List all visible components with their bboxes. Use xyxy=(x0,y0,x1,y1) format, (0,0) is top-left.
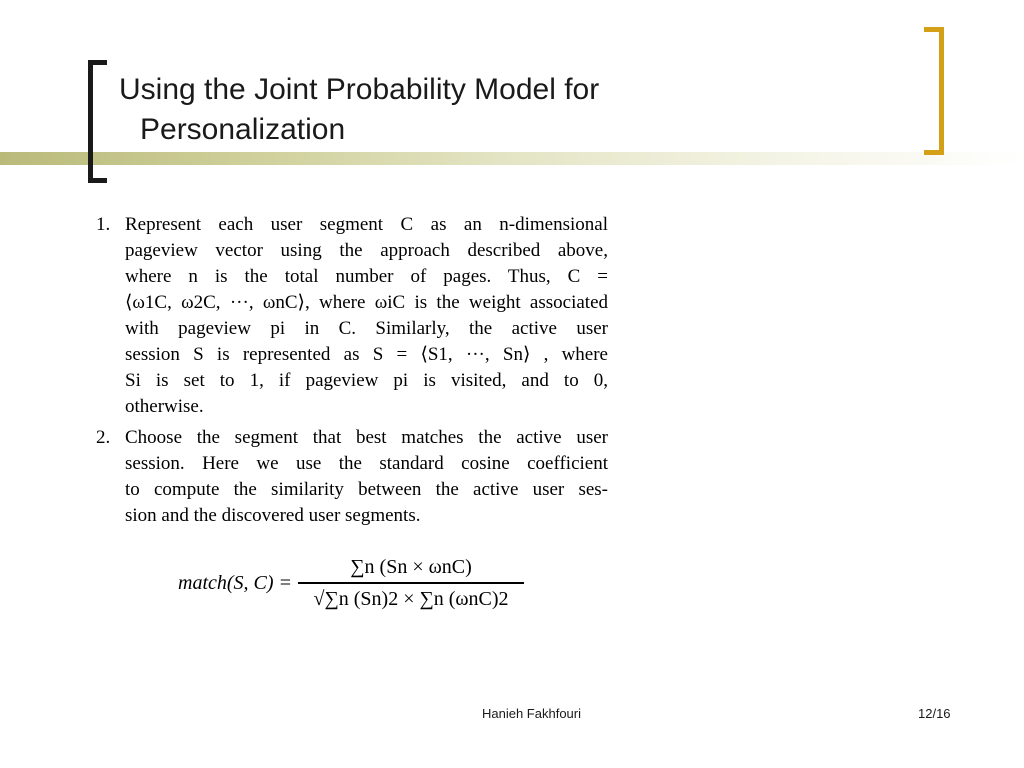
right-bracket-decoration xyxy=(924,27,944,155)
list-item-line: otherwise. xyxy=(125,396,204,417)
list-item-line: where n is the total number of pages. Thus, C = xyxy=(125,266,608,287)
list-item-line: ⟨ω1C, ω2C, ···, ωnC⟩, where ωiC is the weight associated xyxy=(125,292,608,313)
list-item-line: to compute the similarity between the active user ses- xyxy=(125,479,608,500)
list-item-line: pageview vector using the approach described above, xyxy=(125,240,608,261)
list-item-line: sion and the discovered user segments. xyxy=(125,505,421,526)
list-item-line: Si is set to 1, if pageview pi is visited, and to 0, xyxy=(125,370,608,391)
list-item-line: with pageview pi in C. Similarly, the active user xyxy=(125,318,608,339)
list-item-line: session S is represented as S = ⟨S1, ···, Sn⟩ , where xyxy=(125,344,608,365)
list-item-number: 1. xyxy=(96,214,111,235)
formula-numerator: ∑n (Sn × ωnC) xyxy=(350,556,472,578)
slide-title-line-1: Using the Joint Probability Model for xyxy=(119,73,600,106)
title-underline-stripe xyxy=(0,152,1024,165)
formula-denominator: √∑n (Sn)2 × ∑n (ωnC)2 xyxy=(313,588,509,610)
slide-title xyxy=(119,70,599,150)
list-item-2 xyxy=(96,425,608,529)
list-item-line: Choose the segment that best matches the active user xyxy=(125,427,608,448)
list-item-1 xyxy=(96,212,608,420)
left-bracket-decoration xyxy=(88,60,107,183)
formula-fraction xyxy=(298,556,524,611)
slide-body xyxy=(96,212,608,534)
footer-author: Hanieh Fakhfouri xyxy=(482,706,581,721)
formula-lhs: match(S, C) = xyxy=(178,572,293,594)
list-item-line: session. Here we use the standard cosine coefficient xyxy=(125,453,608,474)
footer-page-number: 12/16 xyxy=(918,706,951,721)
list-item-line: Represent each user segment C as an n-dimensional xyxy=(125,214,608,235)
slide-title-line-2: Personalization xyxy=(140,113,346,146)
cosine-match-formula xyxy=(178,556,524,611)
list-item-number: 2. xyxy=(96,427,111,448)
